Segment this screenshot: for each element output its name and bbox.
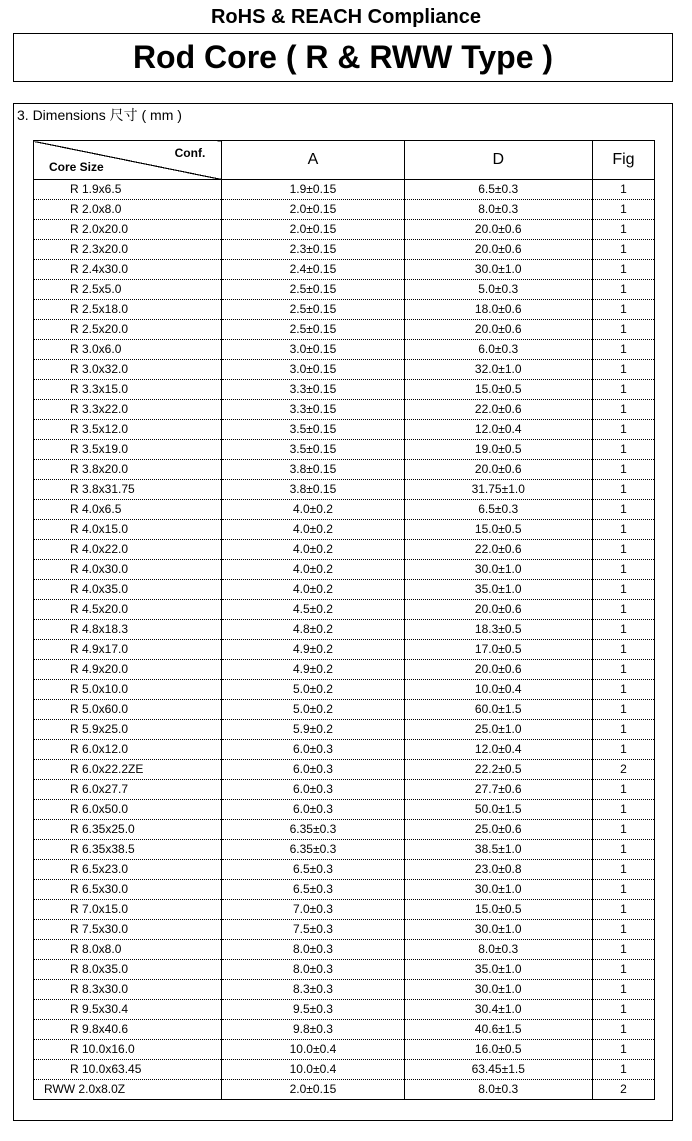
- dimension-a-cell: 3.8±0.15: [222, 480, 404, 500]
- core-size-cell: R 2.3x20.0: [34, 240, 222, 260]
- core-size-label: Core Size: [49, 160, 104, 174]
- dimension-d-cell: 8.0±0.3: [404, 1080, 592, 1100]
- dimension-a-cell: 4.0±0.2: [222, 580, 404, 600]
- fig-cell: 1: [592, 1060, 654, 1080]
- fig-cell: 1: [592, 820, 654, 840]
- table-row: [34, 660, 655, 680]
- fig-cell: 1: [592, 480, 654, 500]
- table-row: [34, 920, 655, 940]
- fig-cell: 1: [592, 280, 654, 300]
- compliance-heading: RoHS & REACH Compliance: [210, 6, 482, 28]
- dimension-a-cell: 4.5±0.2: [222, 600, 404, 620]
- dimension-d-cell: 32.0±1.0: [404, 360, 592, 380]
- dimension-a-cell: 9.8±0.3: [222, 1020, 404, 1040]
- page-title: Rod Core ( R & RWW Type ): [13, 33, 673, 82]
- table-row: [34, 800, 655, 820]
- dimension-d-cell: 38.5±1.0: [404, 840, 592, 860]
- dimension-d-cell: 22.0±0.6: [404, 400, 592, 420]
- table-row: [34, 940, 655, 960]
- dimension-d-cell: 27.7±0.6: [404, 780, 592, 800]
- fig-cell: 1: [592, 580, 654, 600]
- table-row: [34, 220, 655, 240]
- dimension-a-cell: 6.5±0.3: [222, 860, 404, 880]
- table-row: [34, 960, 655, 980]
- fig-cell: 1: [592, 300, 654, 320]
- core-size-cell: R 3.8x31.75: [34, 480, 222, 500]
- table-row: [34, 880, 655, 900]
- core-size-cell: R 4.8x18.3: [34, 620, 222, 640]
- dimension-a-cell: 2.5±0.15: [222, 280, 404, 300]
- dimension-a-cell: 7.5±0.3: [222, 920, 404, 940]
- fig-cell: 1: [592, 940, 654, 960]
- dimension-d-cell: 5.0±0.3: [404, 280, 592, 300]
- dimension-d-cell: 25.0±1.0: [404, 720, 592, 740]
- table-row: [34, 320, 655, 340]
- dimension-d-cell: 31.75±1.0: [404, 480, 592, 500]
- table-row: [34, 780, 655, 800]
- core-size-cell: R 3.3x15.0: [34, 380, 222, 400]
- table-row: [34, 340, 655, 360]
- core-size-cell: R 2.4x30.0: [34, 260, 222, 280]
- dimension-d-cell: 35.0±1.0: [404, 580, 592, 600]
- dimension-a-cell: 3.8±0.15: [222, 460, 404, 480]
- fig-cell: 1: [592, 180, 654, 200]
- dimension-a-cell: 5.9±0.2: [222, 720, 404, 740]
- table-row: [34, 620, 655, 640]
- table-row: [34, 740, 655, 760]
- dimension-d-cell: 12.0±0.4: [404, 420, 592, 440]
- table-row: [34, 1000, 655, 1020]
- core-size-cell: R 3.5x19.0: [34, 440, 222, 460]
- dimension-a-cell: 3.0±0.15: [222, 340, 404, 360]
- table-row: [34, 240, 655, 260]
- conf-label: Conf.: [174, 146, 206, 160]
- corner-header-cell: [34, 141, 222, 180]
- table-row: [34, 360, 655, 380]
- dimension-a-cell: 3.5±0.15: [222, 440, 404, 460]
- dimension-a-cell: 5.0±0.2: [222, 700, 404, 720]
- core-size-cell: R 6.35x38.5: [34, 840, 222, 860]
- table-row: [34, 440, 655, 460]
- fig-cell: 1: [592, 960, 654, 980]
- table-row: [34, 980, 655, 1000]
- core-size-cell: R 6.0x50.0: [34, 800, 222, 820]
- dimension-d-cell: 19.0±0.5: [404, 440, 592, 460]
- table-body: [34, 180, 655, 1100]
- dimension-d-cell: 30.0±1.0: [404, 880, 592, 900]
- dimension-a-cell: 6.35±0.3: [222, 840, 404, 860]
- dimension-a-cell: 6.35±0.3: [222, 820, 404, 840]
- dimension-d-cell: 20.0±0.6: [404, 240, 592, 260]
- dimension-a-cell: 8.0±0.3: [222, 940, 404, 960]
- fig-cell: 1: [592, 840, 654, 860]
- fig-cell: 1: [592, 380, 654, 400]
- dimension-d-cell: 17.0±0.5: [404, 640, 592, 660]
- dimension-a-cell: 2.3±0.15: [222, 240, 404, 260]
- dimension-d-cell: 20.0±0.6: [404, 660, 592, 680]
- table-row: [34, 260, 655, 280]
- dimension-a-cell: 4.9±0.2: [222, 640, 404, 660]
- core-size-cell: R 5.0x60.0: [34, 700, 222, 720]
- table-row: [34, 520, 655, 540]
- dimension-d-cell: 23.0±0.8: [404, 860, 592, 880]
- table-row: [34, 460, 655, 480]
- dimension-d-cell: 20.0±0.6: [404, 320, 592, 340]
- core-size-cell: R 3.3x22.0: [34, 400, 222, 420]
- fig-cell: 1: [592, 860, 654, 880]
- core-size-cell: R 6.0x12.0: [34, 740, 222, 760]
- table-row: [34, 640, 655, 660]
- table-row: [34, 860, 655, 880]
- dimension-d-cell: 30.0±1.0: [404, 980, 592, 1000]
- table-row: [34, 1020, 655, 1040]
- core-size-cell: R 7.5x30.0: [34, 920, 222, 940]
- table-header-row: [34, 141, 655, 180]
- dimension-a-cell: 2.0±0.15: [222, 200, 404, 220]
- table-row: [34, 580, 655, 600]
- fig-cell: 2: [592, 1080, 654, 1100]
- dimension-a-cell: 10.0±0.4: [222, 1040, 404, 1060]
- dimension-d-cell: 20.0±0.6: [404, 220, 592, 240]
- core-size-cell: RWW 2.0x8.0Z: [34, 1080, 222, 1100]
- dimension-d-cell: 22.2±0.5: [404, 760, 592, 780]
- core-size-cell: R 1.9x6.5: [34, 180, 222, 200]
- core-size-cell: R 8.0x8.0: [34, 940, 222, 960]
- dimension-a-cell: 6.0±0.3: [222, 800, 404, 820]
- dimension-a-cell: 6.5±0.3: [222, 880, 404, 900]
- dimension-a-cell: 3.3±0.15: [222, 380, 404, 400]
- fig-cell: 1: [592, 660, 654, 680]
- dimension-a-cell: 4.0±0.2: [222, 540, 404, 560]
- fig-cell: 1: [592, 980, 654, 1000]
- fig-cell: 1: [592, 560, 654, 580]
- table-row: [34, 400, 655, 420]
- dimension-a-cell: 5.0±0.2: [222, 680, 404, 700]
- fig-cell: 1: [592, 900, 654, 920]
- dimension-d-cell: 10.0±0.4: [404, 680, 592, 700]
- dimension-a-cell: 2.5±0.15: [222, 320, 404, 340]
- dimension-a-cell: 2.0±0.15: [222, 220, 404, 240]
- table-row: [34, 380, 655, 400]
- dimension-d-cell: 15.0±0.5: [404, 900, 592, 920]
- table-row: [34, 480, 655, 500]
- core-size-cell: R 4.9x20.0: [34, 660, 222, 680]
- fig-cell: 1: [592, 420, 654, 440]
- dimension-a-cell: 6.0±0.3: [222, 740, 404, 760]
- core-size-cell: R 4.0x22.0: [34, 540, 222, 560]
- dimension-a-cell: 8.0±0.3: [222, 960, 404, 980]
- core-size-cell: R 8.3x30.0: [34, 980, 222, 1000]
- dimension-d-cell: 18.3±0.5: [404, 620, 592, 640]
- dimension-a-cell: 4.0±0.2: [222, 520, 404, 540]
- core-size-cell: R 8.0x35.0: [34, 960, 222, 980]
- dimension-d-cell: 12.0±0.4: [404, 740, 592, 760]
- dimension-d-cell: 60.0±1.5: [404, 700, 592, 720]
- dimension-a-cell: 1.9±0.15: [222, 180, 404, 200]
- dimension-d-cell: 20.0±0.6: [404, 600, 592, 620]
- dimension-d-cell: 63.45±1.5: [404, 1060, 592, 1080]
- dimension-a-cell: 2.4±0.15: [222, 260, 404, 280]
- dimension-a-cell: 6.0±0.3: [222, 760, 404, 780]
- table-row: [34, 820, 655, 840]
- table-row: [34, 280, 655, 300]
- column-header-d: D: [404, 141, 592, 180]
- core-size-cell: R 6.5x23.0: [34, 860, 222, 880]
- dimension-d-cell: 50.0±1.5: [404, 800, 592, 820]
- dimension-d-cell: 30.4±1.0: [404, 1000, 592, 1020]
- fig-cell: 1: [592, 600, 654, 620]
- fig-cell: 1: [592, 700, 654, 720]
- core-size-cell: R 9.5x30.4: [34, 1000, 222, 1020]
- table-row: [34, 180, 655, 200]
- fig-cell: 1: [592, 500, 654, 520]
- fig-cell: 1: [592, 320, 654, 340]
- fig-cell: 1: [592, 800, 654, 820]
- fig-cell: 1: [592, 640, 654, 660]
- fig-cell: 1: [592, 1020, 654, 1040]
- dimension-d-cell: 6.0±0.3: [404, 340, 592, 360]
- table-row: [34, 760, 655, 780]
- table-row: [34, 540, 655, 560]
- table-row: [34, 900, 655, 920]
- table-row: [34, 300, 655, 320]
- table-row: [34, 560, 655, 580]
- core-size-cell: R 6.35x25.0: [34, 820, 222, 840]
- table-row: [34, 1040, 655, 1060]
- dimension-a-cell: 2.0±0.15: [222, 1080, 404, 1100]
- table-row: [34, 720, 655, 740]
- dimension-a-cell: 8.3±0.3: [222, 980, 404, 1000]
- core-size-cell: R 2.5x20.0: [34, 320, 222, 340]
- fig-cell: 1: [592, 540, 654, 560]
- dimension-a-cell: 4.9±0.2: [222, 660, 404, 680]
- dimension-d-cell: 30.0±1.0: [404, 260, 592, 280]
- fig-cell: 1: [592, 740, 654, 760]
- core-size-cell: R 6.0x22.2ZE: [34, 760, 222, 780]
- core-size-cell: R 2.0x8.0: [34, 200, 222, 220]
- core-size-cell: R 4.0x6.5: [34, 500, 222, 520]
- dimension-d-cell: 22.0±0.6: [404, 540, 592, 560]
- core-size-cell: R 7.0x15.0: [34, 900, 222, 920]
- core-size-cell: R 5.9x25.0: [34, 720, 222, 740]
- column-header-a: A: [222, 141, 404, 180]
- fig-cell: 1: [592, 440, 654, 460]
- fig-cell: 1: [592, 880, 654, 900]
- table-row: [34, 680, 655, 700]
- dimension-a-cell: 6.0±0.3: [222, 780, 404, 800]
- core-size-cell: R 2.5x18.0: [34, 300, 222, 320]
- fig-cell: 1: [592, 780, 654, 800]
- fig-cell: 1: [592, 240, 654, 260]
- dimension-d-cell: 40.6±1.5: [404, 1020, 592, 1040]
- fig-cell: 1: [592, 200, 654, 220]
- core-size-cell: R 2.0x20.0: [34, 220, 222, 240]
- dimension-a-cell: 4.0±0.2: [222, 560, 404, 580]
- core-size-cell: R 5.0x10.0: [34, 680, 222, 700]
- table-row: [34, 200, 655, 220]
- column-header-fig: Fig: [592, 141, 654, 180]
- dimension-d-cell: 15.0±0.5: [404, 520, 592, 540]
- fig-cell: 1: [592, 920, 654, 940]
- dimension-d-cell: 20.0±0.6: [404, 460, 592, 480]
- dimensions-table: [33, 140, 655, 1100]
- fig-cell: 1: [592, 520, 654, 540]
- fig-cell: 1: [592, 340, 654, 360]
- core-size-cell: R 3.0x32.0: [34, 360, 222, 380]
- core-size-cell: R 2.5x5.0: [34, 280, 222, 300]
- dimension-d-cell: 15.0±0.5: [404, 380, 592, 400]
- section-title: 3. Dimensions 尺寸 ( mm ): [17, 107, 182, 123]
- fig-cell: 1: [592, 220, 654, 240]
- core-size-cell: R 4.0x15.0: [34, 520, 222, 540]
- table-row: [34, 700, 655, 720]
- dimension-a-cell: 3.0±0.15: [222, 360, 404, 380]
- fig-cell: 1: [592, 260, 654, 280]
- core-size-cell: R 4.0x30.0: [34, 560, 222, 580]
- dimension-a-cell: 4.8±0.2: [222, 620, 404, 640]
- fig-cell: 1: [592, 680, 654, 700]
- dimensions-section: [13, 103, 673, 1121]
- fig-cell: 2: [592, 760, 654, 780]
- core-size-cell: R 6.0x27.7: [34, 780, 222, 800]
- dimension-d-cell: 16.0±0.5: [404, 1040, 592, 1060]
- fig-cell: 1: [592, 1000, 654, 1020]
- fig-cell: 1: [592, 720, 654, 740]
- table-row: [34, 1080, 655, 1100]
- fig-cell: 1: [592, 400, 654, 420]
- core-size-cell: R 3.5x12.0: [34, 420, 222, 440]
- core-size-cell: R 4.0x35.0: [34, 580, 222, 600]
- dimension-d-cell: 8.0±0.3: [404, 940, 592, 960]
- dimension-d-cell: 25.0±0.6: [404, 820, 592, 840]
- dimension-d-cell: 30.0±1.0: [404, 560, 592, 580]
- dimension-d-cell: 30.0±1.0: [404, 920, 592, 940]
- core-size-cell: R 4.5x20.0: [34, 600, 222, 620]
- table-row: [34, 600, 655, 620]
- table-row: [34, 1060, 655, 1080]
- dimension-a-cell: 3.3±0.15: [222, 400, 404, 420]
- dimension-d-cell: 6.5±0.3: [404, 180, 592, 200]
- core-size-cell: R 9.8x40.6: [34, 1020, 222, 1040]
- fig-cell: 1: [592, 620, 654, 640]
- dimension-a-cell: 3.5±0.15: [222, 420, 404, 440]
- table-row: [34, 420, 655, 440]
- dimension-a-cell: 9.5±0.3: [222, 1000, 404, 1020]
- table-row: [34, 840, 655, 860]
- fig-cell: 1: [592, 460, 654, 480]
- dimension-d-cell: 18.0±0.6: [404, 300, 592, 320]
- core-size-cell: R 4.9x17.0: [34, 640, 222, 660]
- dimension-a-cell: 10.0±0.4: [222, 1060, 404, 1080]
- core-size-cell: R 10.0x16.0: [34, 1040, 222, 1060]
- fig-cell: 1: [592, 1040, 654, 1060]
- dimension-a-cell: 4.0±0.2: [222, 500, 404, 520]
- fig-cell: 1: [592, 360, 654, 380]
- dimension-d-cell: 8.0±0.3: [404, 200, 592, 220]
- core-size-cell: R 6.5x30.0: [34, 880, 222, 900]
- dimension-a-cell: 2.5±0.15: [222, 300, 404, 320]
- table-row: [34, 500, 655, 520]
- core-size-cell: R 10.0x63.45: [34, 1060, 222, 1080]
- dimension-a-cell: 7.0±0.3: [222, 900, 404, 920]
- dimension-d-cell: 6.5±0.3: [404, 500, 592, 520]
- core-size-cell: R 3.8x20.0: [34, 460, 222, 480]
- core-size-cell: R 3.0x6.0: [34, 340, 222, 360]
- dimension-d-cell: 35.0±1.0: [404, 960, 592, 980]
